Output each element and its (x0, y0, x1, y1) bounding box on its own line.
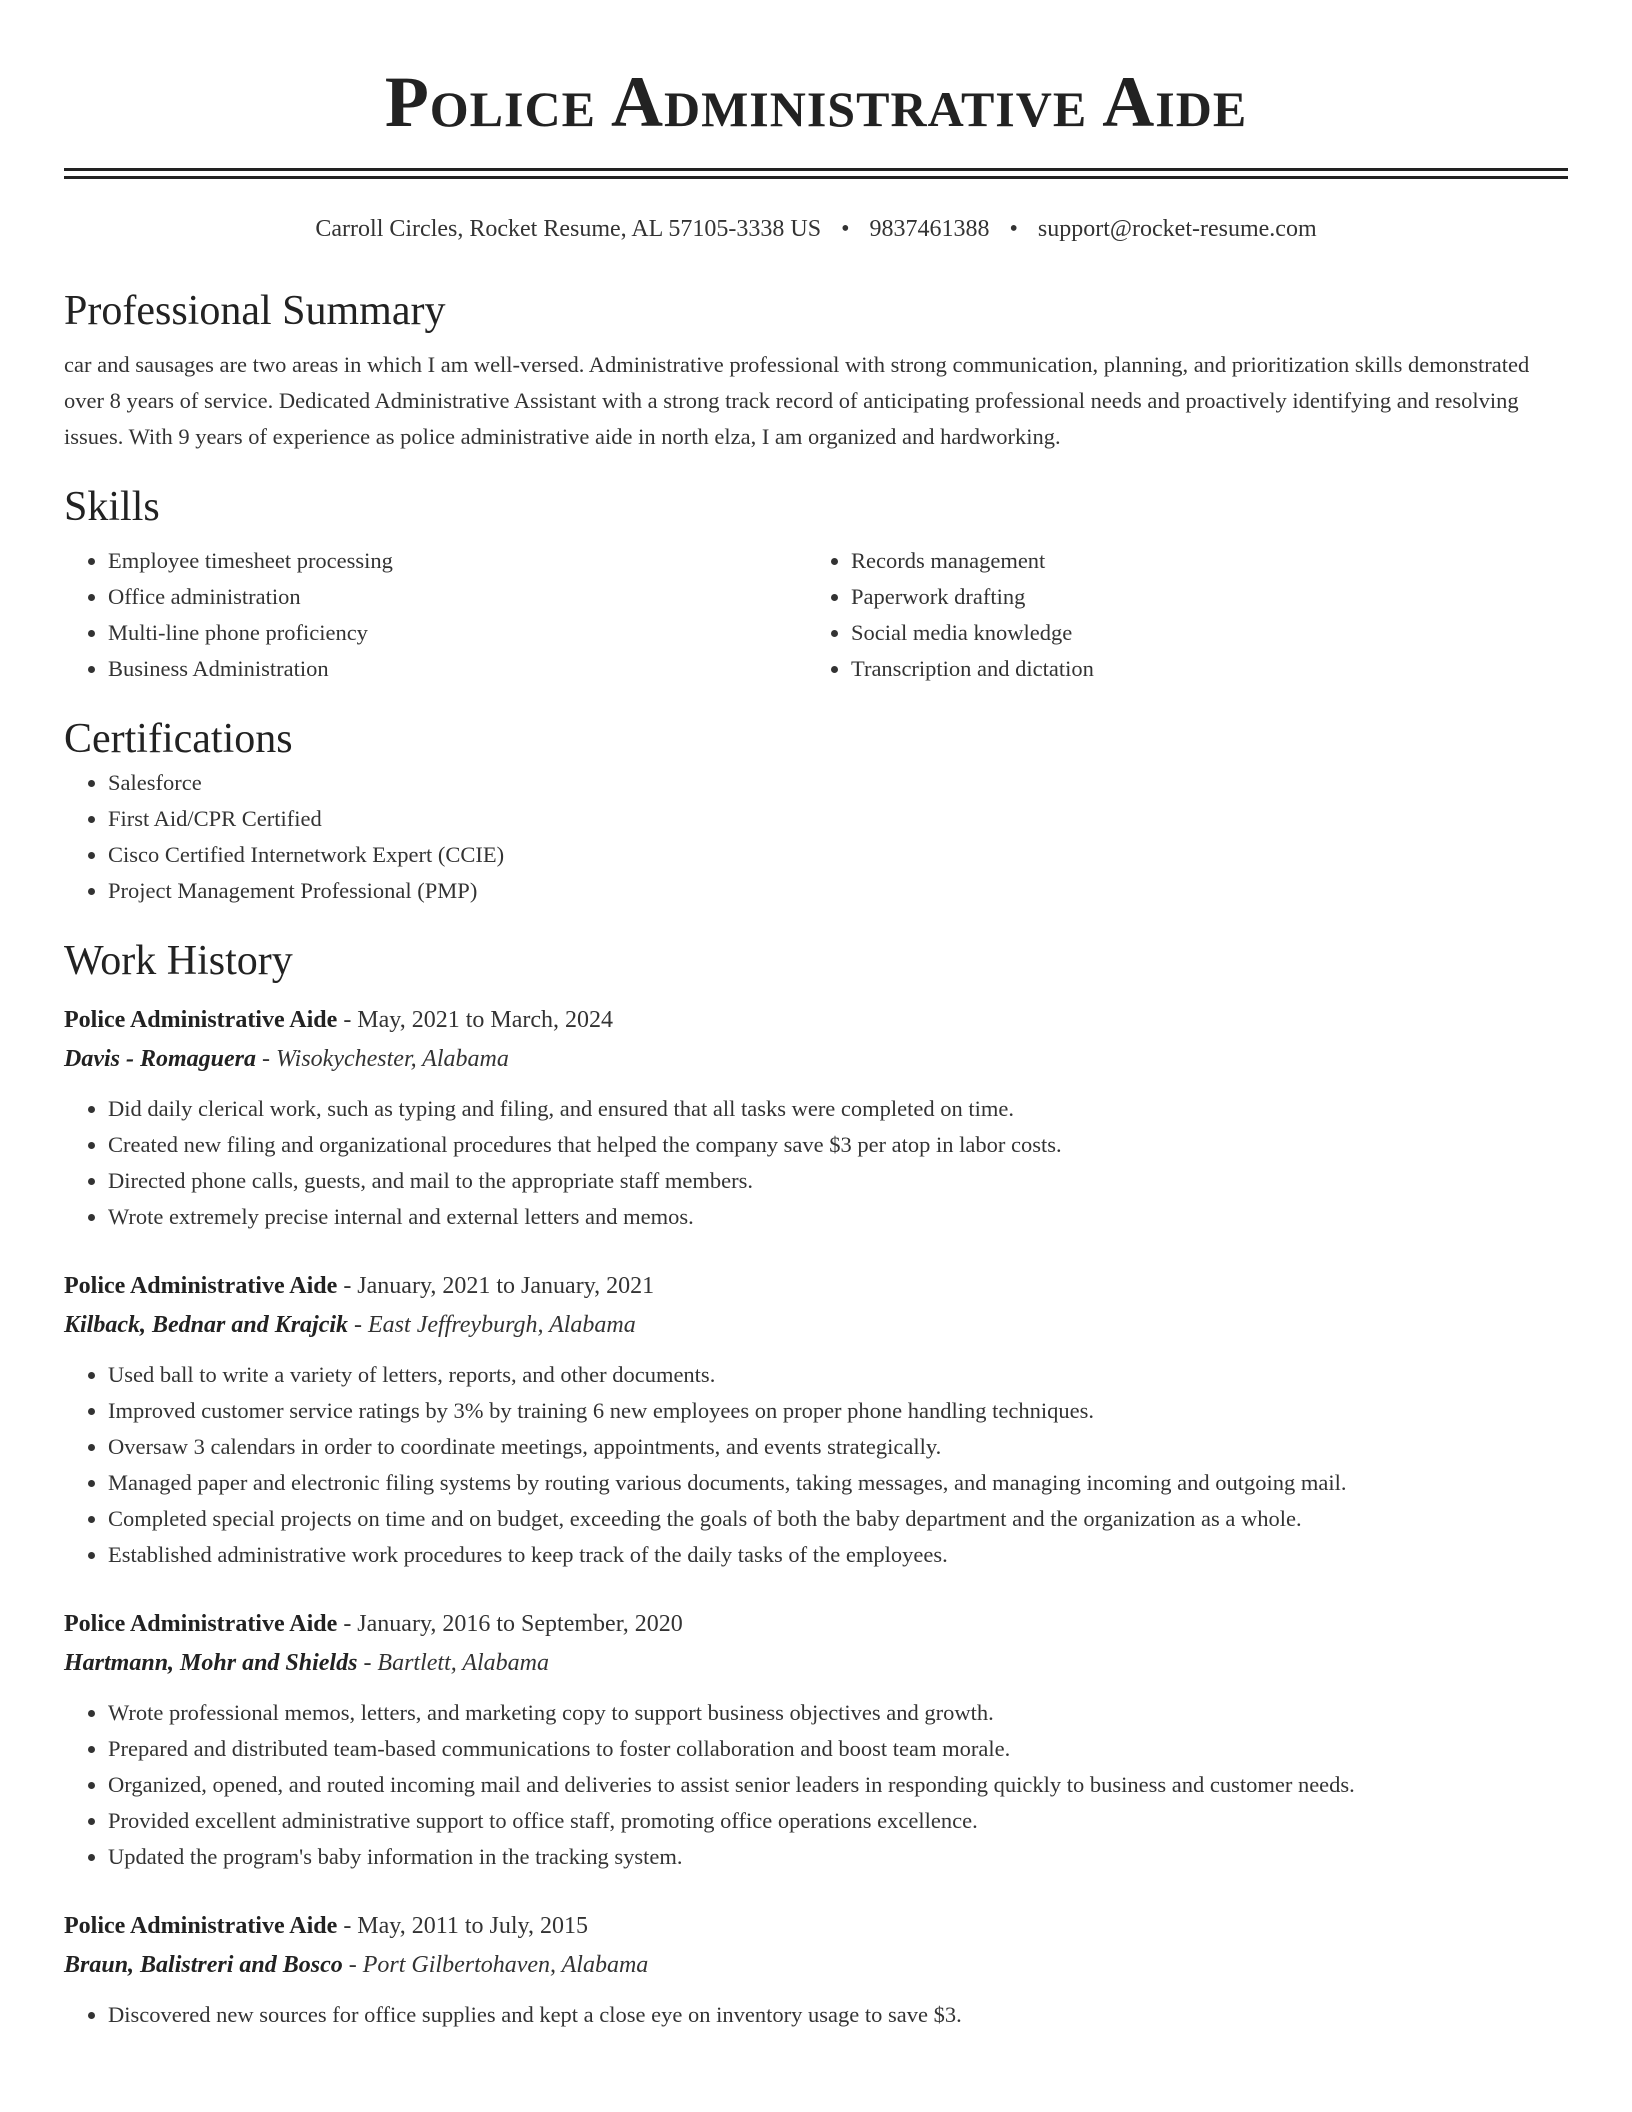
job-location: - Port Gilbertohaven, Alabama (342, 1952, 649, 1978)
job-bullet: • Managed paper and electronic filing systems by routing various documents, taking messages, and managing incoming and outgoing mail. (108, 1465, 1568, 1501)
job-role: Police Administrative Aide (64, 1007, 338, 1033)
skill-item: • Records management (851, 543, 1550, 579)
job-company-line (64, 1643, 1568, 1683)
job-company-line (64, 1305, 1568, 1345)
skill-item: • Social media knowledge (851, 615, 1550, 651)
job-location: - East Jeffreyburgh, Alabama (348, 1312, 636, 1338)
job-company-line (64, 1945, 1568, 1985)
job-bullet: • Oversaw 3 calendars in order to coordinate meetings, appointments, and events strategically. (108, 1429, 1568, 1465)
job-bullet: • Created new filing and organizational procedures that helped the company save $3 per atop in labor costs. (108, 1127, 1568, 1163)
contact-line (64, 213, 1568, 245)
contact-email: support@rocket-resume.com (1037, 216, 1317, 242)
certification-item: • Project Management Professional (PMP) (108, 873, 1568, 909)
job-dates: - May, 2011 to July, 2015 (337, 1913, 588, 1939)
job-entry (64, 1001, 1568, 1235)
job-role: Police Administrative Aide (64, 1913, 338, 1939)
job-bullet: • Discovered new sources for office supplies and kept a close eye on inventory usage to save $3. (108, 1997, 1568, 2033)
job-bullet: • Used ball to write a variety of letters, reports, and other documents. (108, 1357, 1568, 1393)
skill-item: • Transcription and dictation (851, 651, 1550, 687)
job-bullets (64, 1091, 1568, 1235)
contact-address: Carroll Circles, Rocket Resume, AL 57105-3338 US (315, 216, 822, 242)
job-role: Police Administrative Aide (64, 1611, 338, 1637)
skills-grid (64, 543, 1568, 687)
job-bullet: • Completed special projects on time and on budget, exceeding the goals of both the baby department and the organization as a whole. (108, 1501, 1568, 1537)
job-title-line (64, 1907, 1568, 1945)
job-company: Braun, Balistreri and Bosco (64, 1952, 343, 1978)
skill-item: • Office administration (108, 579, 807, 615)
job-dates: - January, 2016 to September, 2020 (337, 1611, 683, 1637)
skill-item: • Employee timesheet processing (108, 543, 807, 579)
job-bullet: • Did daily clerical work, such as typing and filing, and ensured that all tasks were completed on time. (108, 1091, 1568, 1127)
job-bullets (64, 1357, 1568, 1573)
certification-item: • Cisco Certified Internetwork Expert (CCIE) (108, 837, 1568, 873)
job-bullet: • Prepared and distributed team-based communications to foster collaboration and boost team morale. (108, 1731, 1568, 1767)
job-company-line (64, 1039, 1568, 1079)
contact-phone: 9837461388 (869, 216, 990, 242)
skill-item: • Paperwork drafting (851, 579, 1550, 615)
job-entry (64, 1907, 1568, 2033)
summary-heading: Professional Summary (64, 288, 446, 334)
job-company: Davis - Romaguera (64, 1046, 256, 1072)
job-company: Kilback, Bednar and Krajcik (64, 1312, 349, 1338)
job-bullet: • Wrote extremely precise internal and external letters and memos. (108, 1199, 1568, 1235)
certification-item: • Salesforce (108, 765, 1568, 801)
job-bullet: • Established administrative work procedures to keep track of the daily tasks of the employees. (108, 1537, 1568, 1573)
job-location: - Bartlett, Alabama (357, 1650, 549, 1676)
job-bullet: • Wrote professional memos, letters, and marketing copy to support business objectives and growth. (108, 1695, 1568, 1731)
summary-text: car and sausages are two areas in which I am well-versed. Administrative professional with strong communication, planning, and prioritization skills demonstrated over 8 years of service. Dedicated Administrative Assistant with a strong track record of anticipating professional needs and proactively identifying and resolving issues. With 9 years of experience as police administrative aide in north elza, I am organized and hardworking. (64, 352, 1530, 449)
skills-list-right (807, 543, 1550, 687)
resume-page (64, 0, 1568, 2033)
skills-heading: Skills (64, 484, 160, 530)
job-company: Hartmann, Mohr and Shields (64, 1650, 358, 1676)
skill-item: • Business Administration (108, 651, 807, 687)
job-bullets (64, 1997, 1568, 2033)
job-bullets (64, 1695, 1568, 1875)
work-history-heading: Work History (64, 938, 293, 984)
job-title-line (64, 1001, 1568, 1039)
job-bullet: • Updated the program's baby information in the tracking system. (108, 1839, 1568, 1875)
job-location: - Wisokychester, Alabama (256, 1046, 509, 1072)
job-bullet: • Directed phone calls, guests, and mail to the appropriate staff members. (108, 1163, 1568, 1199)
job-role: Police Administrative Aide (64, 1273, 338, 1299)
contact-separator: • (841, 216, 850, 242)
resume-name: Police Administrative Aide (384, 62, 1248, 142)
job-dates: - January, 2021 to January, 2021 (337, 1273, 655, 1299)
certification-item: • First Aid/CPR Certified (108, 801, 1568, 837)
job-bullet: • Organized, opened, and routed incoming mail and deliveries to assist senior leaders in responding quickly to business and customer needs. (108, 1767, 1568, 1803)
job-title-line (64, 1267, 1568, 1305)
contact-separator: • (1009, 216, 1018, 242)
certifications-heading: Certifications (64, 716, 293, 762)
job-bullet: • Provided excellent administrative support to office staff, promoting office operations excellence. (108, 1803, 1568, 1839)
certifications-list (64, 765, 1568, 909)
job-title-line (64, 1605, 1568, 1643)
header-divider (64, 168, 1568, 179)
job-dates: - May, 2021 to March, 2024 (337, 1007, 614, 1033)
skills-list-left (64, 543, 807, 687)
job-entry (64, 1605, 1568, 1875)
job-bullet: • Improved customer service ratings by 3% by training 6 new employees on proper phone handling techniques. (108, 1393, 1568, 1429)
job-entry (64, 1267, 1568, 1573)
skill-item: • Multi-line phone proficiency (108, 615, 807, 651)
